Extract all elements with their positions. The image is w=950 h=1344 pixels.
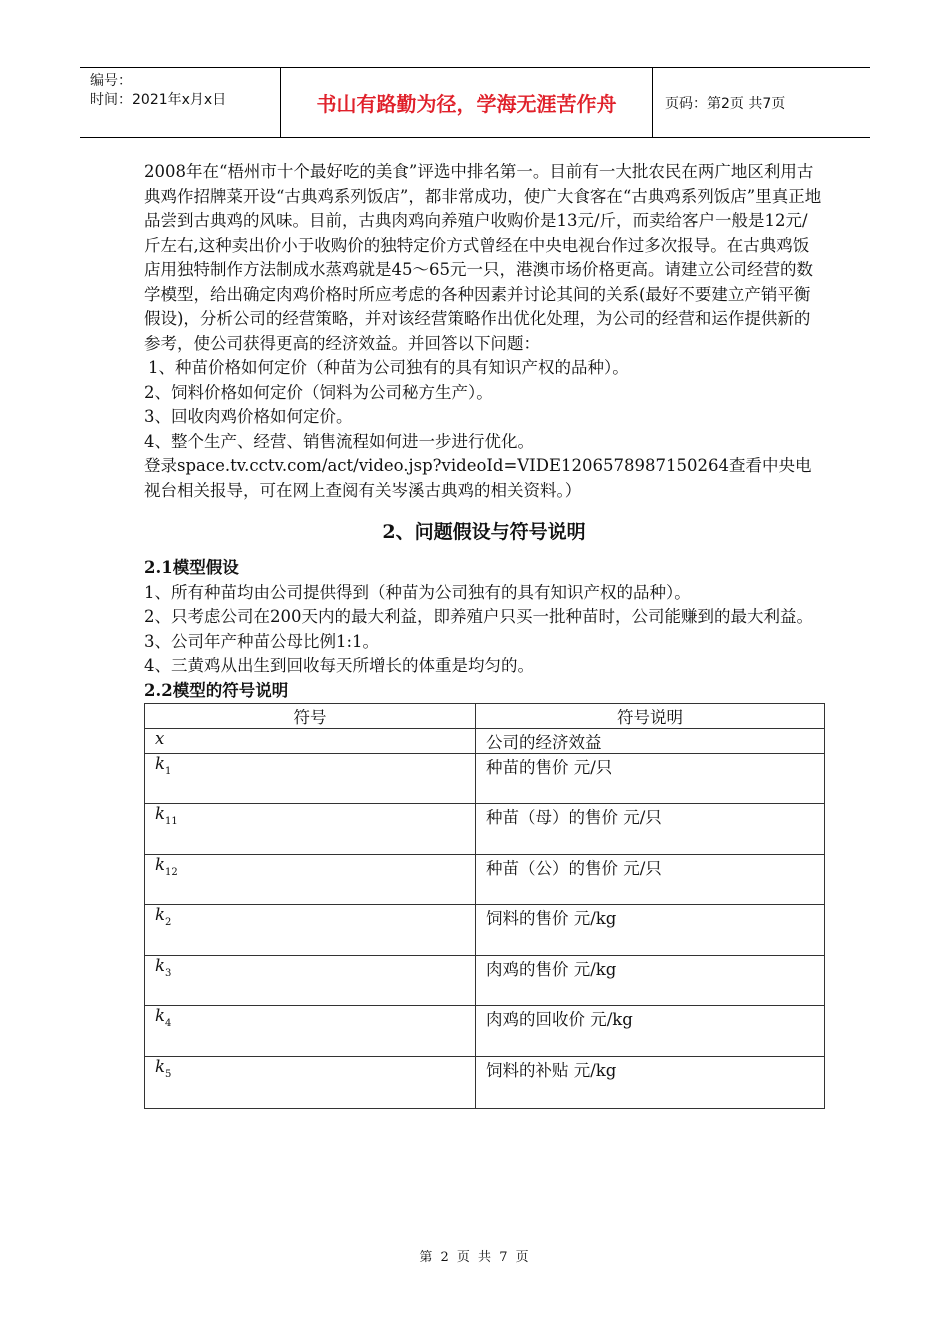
- assumption-item: 2、只考虑公司在200天内的最大利益，即养殖户只买一批种苗时，公司能赚到的最大利益。: [144, 607, 813, 626]
- symbol-table: [144, 703, 825, 1109]
- symbol-sub: 12: [165, 867, 178, 878]
- symbol-cell: [145, 729, 476, 754]
- symbol-cell: [145, 956, 476, 1006]
- reference-paragraph: 登录space.tv.cctv.com/act/video.jsp?videoId=VIDE1206578987150264查看中央电视台相关报导，可在网上查阅有关岑溪古典鸡的相关资料。）: [144, 456, 812, 500]
- symbol-var: k: [155, 956, 165, 975]
- table-header-cell: 符号说明: [476, 704, 825, 729]
- symbol-var: k: [155, 1057, 165, 1076]
- assumption-item: 4、三黄鸡从出生到回收每天所增长的体重是均匀的。: [144, 656, 534, 675]
- table-row: [145, 1057, 825, 1109]
- symbol-var: k: [155, 804, 165, 823]
- question-item: 1、种苗价格如何定价（种苗为公司独有的具有知识产权的品种）。: [148, 358, 629, 377]
- table-row: [145, 754, 825, 804]
- page-header: [80, 67, 870, 138]
- header-page-info: 页码：第2页 共7页: [665, 95, 786, 112]
- desc-cell: 种苗（公）的售价 元/只: [476, 855, 825, 905]
- desc-cell: 饲料的售价 元/kg: [476, 905, 825, 956]
- symbol-cell: [145, 1006, 476, 1057]
- table-row: [145, 729, 825, 754]
- symbol-var: k: [155, 905, 165, 924]
- table-header-cell: 符号: [145, 704, 476, 729]
- subsection-title-symbols: 2.2模型的符号说明: [144, 680, 289, 700]
- page-footer: 第 2 页 共 7 页: [419, 1250, 531, 1265]
- desc-cell: 种苗（母）的售价 元/只: [476, 804, 825, 855]
- desc-cell: 种苗的售价 元/只: [476, 754, 825, 804]
- symbol-var: k: [155, 1006, 165, 1025]
- document-body: [144, 160, 824, 1109]
- question-item: 4、整个生产、经营、销售流程如何进一步进行优化。: [144, 431, 534, 451]
- symbol-var: k: [155, 754, 165, 773]
- symbol-sub: 3: [165, 968, 172, 979]
- symbol-sub: 1: [165, 766, 172, 777]
- desc-cell: 公司的经济效益: [476, 729, 825, 754]
- symbol-sub: 11: [165, 816, 178, 827]
- symbol-sub: 4: [165, 1018, 172, 1029]
- symbol-var: k: [155, 855, 165, 874]
- table-row: [145, 855, 825, 905]
- assumption-item: 1、所有种苗均由公司提供得到（种苗为公司独有的具有知识产权的品种）。: [144, 582, 691, 602]
- intro-paragraph: 2008年在“梧州市十个最好吃的美食”评选中排名第一。目前有一大批农民在两广地区利用古典鸡作招牌菜开设“古典鸡系列饭店”，都非常成功，使广大食客在“古典鸡系列饭店”里真正地品尝到古典鸡的风味。目前，古典肉鸡向养殖户收购价是13元/斤，而卖给客户一般是12元/斤左右,这种卖出价小于收购价的独特定价方式曾经在中央电视台作过多次报导。在古典鸡饭店用独特制作方法制成水蒸鸡就是45～65元一只，港澳市场价格更高。请建立公司经营的数学模型，给出确定肉鸡价格时所应考虑的各种因素并讨论其间的关系(最好不要建立产销平衡假设)，分析公司的经营策略，并对该经营策略作出优化处理，为公司的经营和运作提供新的参考，使公司获得更高的经济效益。并回答以下问题：: [144, 162, 822, 353]
- header-meta: [80, 68, 281, 137]
- symbol-sub: 2: [165, 917, 172, 928]
- symbol-var: x: [155, 729, 165, 748]
- assumption-item: 3、公司年产种苗公母比例1:1。: [144, 631, 380, 651]
- table-header-row: [145, 704, 825, 729]
- symbol-cell: [145, 905, 476, 956]
- desc-cell: 饲料的补贴 元/kg: [476, 1057, 825, 1109]
- table-row: [145, 956, 825, 1006]
- symbol-cell: [145, 804, 476, 855]
- table-row: [145, 905, 825, 956]
- question-item: 2、饲料价格如何定价（饲料为公司秘方生产）。: [144, 382, 493, 402]
- time-label: 时间：2021年x月x日: [90, 92, 227, 108]
- question-item: 3、回收肉鸡价格如何定价。: [144, 407, 353, 426]
- desc-cell: 肉鸡的回收价 元/kg: [476, 1006, 825, 1057]
- table-row: [145, 1006, 825, 1057]
- subsection-title-assumptions: 2.1模型假设: [144, 558, 239, 577]
- number-label: 编号：: [90, 73, 132, 89]
- symbol-cell: [145, 1057, 476, 1109]
- symbol-cell: [145, 754, 476, 804]
- symbol-cell: [145, 855, 476, 905]
- header-motto: 书山有路勤为径，学海无涯苦作舟: [281, 68, 653, 137]
- symbol-sub: 5: [165, 1069, 172, 1080]
- table-row: [145, 804, 825, 855]
- section-title: 2、问题假设与符号说明: [382, 521, 586, 543]
- desc-cell: 肉鸡的售价 元/kg: [476, 956, 825, 1006]
